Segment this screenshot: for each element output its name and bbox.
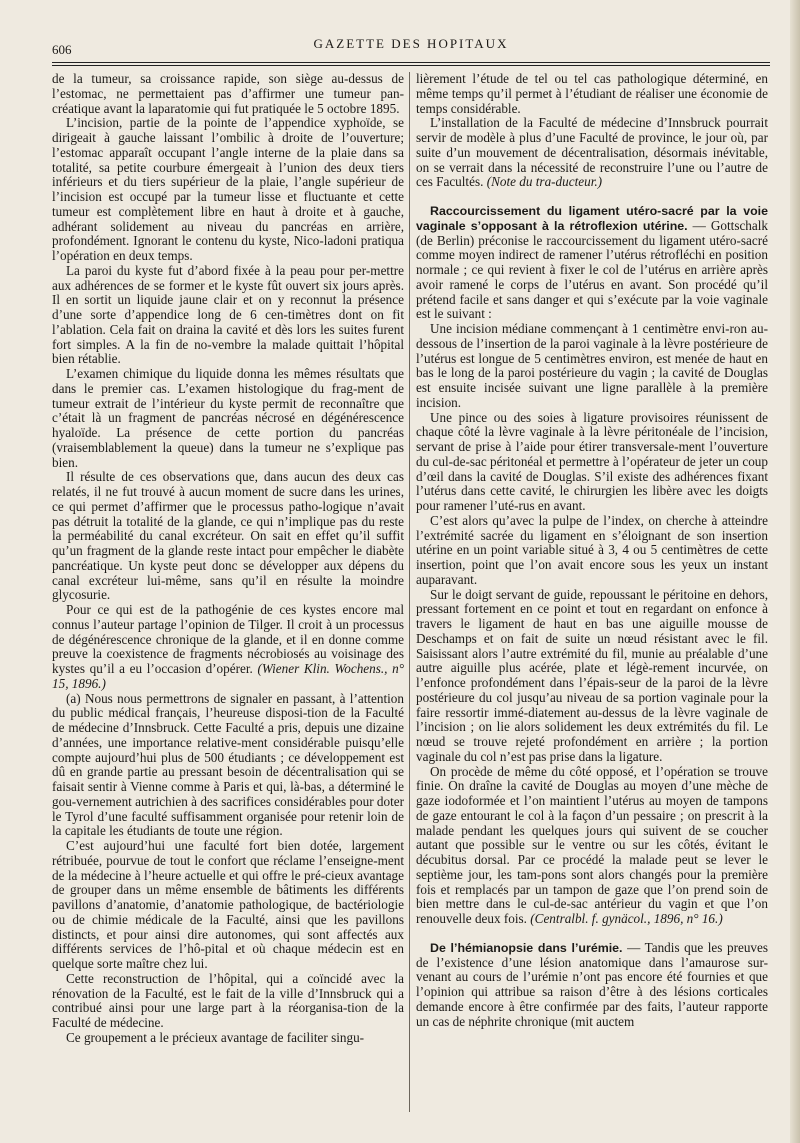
paragraph: L’incision, partie de la pointe de l’appendice xyphoïde, se dirigeait à gauche laissant l’ombilic à droite de l’ouverture; l’estomac apparaît occupant l’angle interne de la plaie dans sa totalité, sa petite courbure émergeait à l’union des deux tiers inférieurs et du tiers supérieur de la plaie, l’angle supérieur de l’incision est occupé par la tumeur lisse et fluctuante et cette tumeur est complètement libre en haut à droite et à gauche, adhérant solidement au niveau du pancréas en arrière, profondément. Ignorant le contenu du kyste, Nico-ladoni pratiqua l’opération en deux temps. bbox=[52, 115, 404, 263]
paragraph: Une pince ou des soies à ligature provisoires réunissent de chaque côté la lèvre vaginale à la lèvre péritonéale de l’incision, servant de prise à l’aide pour étirer transversale-ment l’ouverture du cul-de-sac péritonéal et permettre à l’opérateur de jeter un coup d’œil dans la cavité de Douglas. S’il existe des adhérences fixant l’utérus dans cette cavité, le chirurgien les libère avec les doigts pour ramener l’uté-rus en avant. bbox=[416, 409, 768, 513]
article-title: Raccourcissement du ligament utéro-sacré par la voie vaginale s’opposant à la rétroflexion utérine. bbox=[416, 204, 768, 233]
paragraph: Cette reconstruction de l’hôpital, qui a coïncidé avec la rénovation de la Faculté, est le fait de la ville d’Innsbruck qui a contribué ainsi pour une large part à la réorganisa-tion de la Faculté de médecine. bbox=[52, 970, 404, 1030]
paragraph bbox=[416, 765, 768, 927]
left-column bbox=[52, 72, 404, 1132]
running-title: GAZETTE DES HOPITAUX bbox=[313, 36, 509, 51]
paragraph-text: On procède de même du côté opposé, et l’opération se trouve finie. On draîne la cavité de Douglas au moyen d’une mèche de gaze iodoformée et l’on maintient l’utérus au moyen de tampons de gaze entourant le col à la façon d’un pessaire ; on prescrit à la malade pendant les quelques jours qui suivent de se coucher autant que possible sur le ventre ou sur les côtés, évitant le décubitus dorsal. Par ce procédé la malade peut se lever le septième jour, les tam-pons sont alors changés pour la première fois et remplacés par un tampon de gaze que l’on prend soin de bien mettre dans le cul-de-sac antérieur du vagin et que l’on renouvelle deux fois. bbox=[416, 763, 768, 926]
paragraph: La paroi du kyste fut d’abord fixée à la peau pour per-mettre aux adhérences de se former et le kyste fût ouvert six jours après. Il en sortit un liquide jaune clair et on y reconnut la présence d’une sorte d’appendice long de 6 cen-timètres dont on fit l’ablation. Cela fait on draina la cavité et dès lors les suites furent fort simples. A la fin de no-vembre la malade quittait l’hôpital bien rétablie. bbox=[52, 262, 404, 367]
paragraph-text: — Gottschalk (de Berlin) préconise le raccourcissement du ligament utéro-sacré comme moyen indirect de ramener l’utérus rétrofléchi en position normale ; ce qui revient à fixer le col de l’utérus en arrière après avoir ramené le corps de l’utérus en avant. Son procédé qu’il prétend facile et sans danger et qui s’exécute par la voie vaginale est le suivant : bbox=[416, 217, 768, 322]
paragraph: Ce groupement a le précieux avantage de faciliter singu- bbox=[66, 1029, 365, 1045]
article-title: De l’hémianopsie dans l’urémie. bbox=[430, 940, 623, 955]
citation: (Centralbl. f. gynäcol., 1896, n° 16.) bbox=[530, 911, 723, 926]
article-paragraph bbox=[416, 204, 768, 322]
paragraph: de la tumeur, sa croissance rapide, son siège au-dessus de l’estomac, ne permettaient pas d’affirmer une tumeur pan-créatique avant la laparatomie qui fut pratiquée le 5 octobre 1895. bbox=[52, 72, 404, 116]
paragraph: Il résulte de ces observations que, dans aucun des deux cas relatés, il ne fut trouvé à aucun moment de sucre dans les urines, ce qui permet d’affirmer que le processus patho-logique n’avait pas détruit la totalité de la glande, ce qui n’implique pas du reste la perméabilité du canal excréteur. On sait en effet qu’il suffit qu’un fragment de la glande reste intact pour empêcher le diabète pancréatique. Un kyste peut donc se développer aux dépens du canal excréteur lui-même, sans qu’il en résulte la moindre glycosurie. bbox=[52, 469, 404, 603]
paragraph-text: — Tandis que les preuves de l’existence d’une lésion anatomique dans l’amaurose sur-venant au cours de l’urémie n’ont pas encore été fournies et que l’opinion qui attribue sa raison d’être à des lésions corticales demande encore à être confirmée par des faits, l’auteur rapporte un cas de néphrite chronique (mit auctem bbox=[416, 939, 768, 1029]
paragraph bbox=[416, 116, 768, 190]
paragraph: lièrement l’étude de tel ou tel cas pathologique déterminé, en même temps qu’il permet à l’étudiant de réaliser une économie de temps considérable. bbox=[416, 72, 768, 116]
article-paragraph bbox=[416, 941, 768, 1030]
paragraph: Une incision médiane commençant à 1 centimètre envi-ron au-dessous de l’insertion de la paroi vaginale à la lèvre postérieure de l’utérus est longue de 5 centimètres environ, est menée de haut en bas le long de la paroi postérieure du vagin ; la cavité de Douglas est ensuite incisée suivant une ligne parallèle à la première incision. bbox=[416, 321, 768, 410]
paragraph bbox=[52, 603, 404, 692]
paragraph-text: L’installation de la Faculté de médecine d’Innsbruck pourrait servir de modèle à plus d’une Faculté de province, le jour où, par suite d’un mouvement de décentralisation, désormais inévitable, on se verrait dans la nécessité de reconstruire l’une ou l’autre de ces Facultés. bbox=[416, 115, 768, 190]
citation: (Wiener Klin. Wochens., n° 15, 1896.) bbox=[52, 661, 404, 691]
paragraph: C’est alors qu’avec la pulpe de l’index, on cherche à atteindre l’extrémité sacrée du ligament en s’éloignant de son insertion utérine en un point variable situé à 3, 4 ou 5 centimètres de cette insertion, point que l’on avait encore sous les yeux un instant auparavant. bbox=[416, 512, 768, 587]
page-edge bbox=[790, 0, 800, 1143]
page-header bbox=[52, 34, 770, 64]
header-rule bbox=[52, 62, 770, 66]
footnote-paragraph: (a) Nous nous permettrons de signaler en passant, à l’attention du public médical français, l’heureuse disposi-tion de la Faculté de médecine d’Innsbruck. Cette Faculté a pris, depuis une dizaine d’années, une importance relative-ment considérable puisqu’elle compte aujourd’hui plus de 500 étudiants ; ce développement est dû en grande partie au pressant besoin de décentralisation qui se faisait sentir à Vienne comme à Paris et qui, là-bas, a déterminé le gou-vernement autrichien à des sacrifices considérables pour doter le Tyrol d’une faculté suffisamment organisée pour retenir loin de la capitale les étudiants de toute une région. bbox=[52, 690, 404, 839]
page-number: 606 bbox=[52, 42, 72, 57]
right-column bbox=[416, 72, 768, 1132]
paragraph: L’examen chimique du liquide donna les mêmes résultats que dans le premier cas. L’examen histologique du frag-ment de tumeur extrait de l’intérieur du kyste permit de reconnaître que c’était là un fragment de pancréas nécrosé en dégénérescence hyaloïde. La présence de cette portion du pancréas (vraisemblablement la queue) dans la tumeur ne s’explique pas bien. bbox=[52, 366, 404, 470]
paragraph: C’est aujourd’hui une faculté fort bien dotée, largement rétribuée, pourvue de tout le confort que réclame l’enseigne-ment de la médecine à l’heure actuelle et qui offre le pré-cieux avantage de grouper dans un même ensemble de bâtiments les différents pavillons d’anatomie, d’anatomie pathologique, de bactériologie ou de chimie médicale de la Faculté, ainsi que les pavillons distincts, et pour ainsi dire autonomes, qui sont affectés aux différents services de l’hô-pital et où chaque médecin est en quelque sorte maître chez lui. bbox=[52, 838, 404, 971]
citation: (Note du tra-ducteur.) bbox=[486, 174, 603, 190]
paragraph: Sur le doigt servant de guide, repoussant le péritoine en dehors, pressant fortement en ce point et tout en regardant on enfonce à travers le ligament de haut en bas une aiguille mousse de Deschamps et on fait de suite un nœud résistant avec le fil. Saisissant alors l’autre extrémité du fil, munie au préalable d’une autre aiguille plus acérée, plate et légè-rement incurvée, on l’enfonce profondément dans l’épais-seur de la paroi de la lèvre postérieure du col jusqu’au niveau de sa portion vaginale pour la faire ressortir immé-diatement au-dessus de la lèvre vaginale de l’incision ; on lie alors solidement les deux extrémités du fil. Le nœud se trouve rejeté profondément en arrière ; la portion vaginale du col n’est pas prise dans la ligature. bbox=[416, 586, 768, 764]
column-divider bbox=[409, 72, 410, 1112]
paragraph-text: Pour ce qui est de la pathogénie de ces kystes encore mal connus l’auteur partage l’opinion de Tilger. Il croit à un processus de dégénérescence chronique de la glande, et il en donne comme preuve la coexistence de fragments nécrobiosés au voisinage des kystes qu’il a eu l’occasion d’opérer. bbox=[52, 602, 404, 676]
